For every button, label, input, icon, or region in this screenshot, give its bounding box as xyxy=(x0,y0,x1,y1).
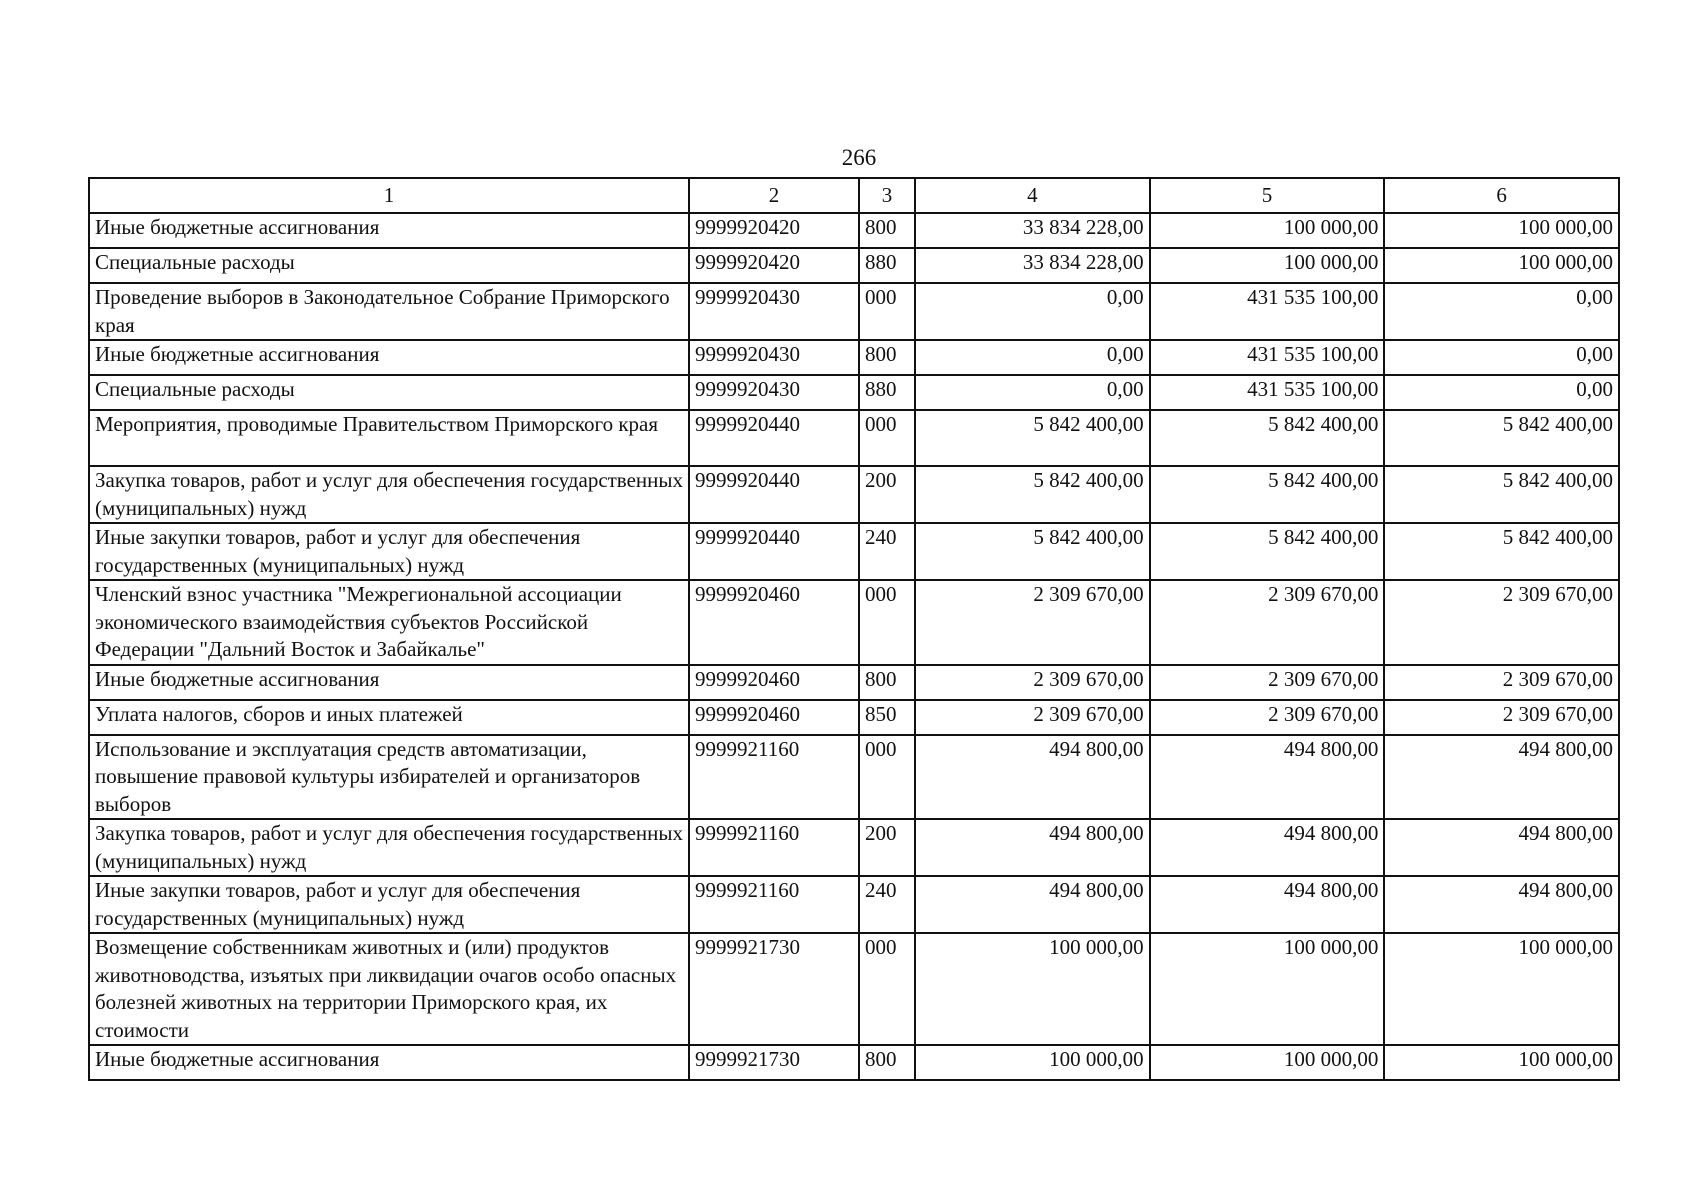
target-article-code: 9999921730 xyxy=(689,933,859,1045)
page-number: 266 xyxy=(841,145,877,170)
amount-col6: 494 800,00 xyxy=(1384,876,1619,933)
expense-name: Закупка товаров, работ и услуг для обеспечения государственных (муниципальных) нужд xyxy=(89,466,689,523)
expense-name: Возмещение собственникам животных и (или) продуктов животноводства, изъятых при ликвидации очагов особо опасных болезней животных на территории Приморского края, их стоимости xyxy=(89,933,689,1045)
expense-type-code: 200 xyxy=(859,819,915,876)
target-article-code: 9999921160 xyxy=(689,735,859,820)
amount-col6: 100 000,00 xyxy=(1384,248,1619,283)
expense-type-code: 000 xyxy=(859,735,915,820)
amount-col5: 2 309 670,00 xyxy=(1150,580,1385,665)
amount-col5: 494 800,00 xyxy=(1150,735,1385,820)
expense-name: Специальные расходы xyxy=(89,248,689,283)
expense-name: Иные бюджетные ассигнования xyxy=(89,213,689,248)
expense-type-code: 800 xyxy=(859,340,915,375)
amount-col4: 494 800,00 xyxy=(915,735,1150,820)
amount-col4: 494 800,00 xyxy=(915,819,1150,876)
table-row xyxy=(89,375,1619,410)
table-row xyxy=(89,248,1619,283)
amount-col5: 100 000,00 xyxy=(1150,1045,1385,1080)
expense-type-code: 000 xyxy=(859,283,915,340)
amount-col5: 5 842 400,00 xyxy=(1150,523,1385,580)
target-article-code: 9999920420 xyxy=(689,213,859,248)
amount-col5: 100 000,00 xyxy=(1150,213,1385,248)
amount-col6: 0,00 xyxy=(1384,340,1619,375)
amount-col4: 5 842 400,00 xyxy=(915,466,1150,523)
expense-name: Проведение выборов в Законодательное Собрание Приморского края xyxy=(89,283,689,340)
column-header: 5 xyxy=(1150,178,1385,213)
expense-type-code: 240 xyxy=(859,523,915,580)
table-row xyxy=(89,340,1619,375)
amount-col5: 100 000,00 xyxy=(1150,248,1385,283)
column-header: 1 xyxy=(89,178,689,213)
target-article-code: 9999920430 xyxy=(689,375,859,410)
amount-col6: 100 000,00 xyxy=(1384,213,1619,248)
amount-col4: 33 834 228,00 xyxy=(915,213,1150,248)
amount-col6: 0,00 xyxy=(1384,283,1619,340)
table-row xyxy=(89,466,1619,523)
amount-col4: 5 842 400,00 xyxy=(915,410,1150,466)
amount-col4: 0,00 xyxy=(915,283,1150,340)
target-article-code: 9999921730 xyxy=(689,1045,859,1080)
amount-col4: 0,00 xyxy=(915,340,1150,375)
amount-col5: 431 535 100,00 xyxy=(1150,283,1385,340)
target-article-code: 9999920460 xyxy=(689,580,859,665)
expense-type-code: 850 xyxy=(859,700,915,735)
expense-name: Иные бюджетные ассигнования xyxy=(89,1045,689,1080)
amount-col6: 5 842 400,00 xyxy=(1384,523,1619,580)
expense-name: Закупка товаров, работ и услуг для обеспечения государственных (муниципальных) нужд xyxy=(89,819,689,876)
amount-col5: 5 842 400,00 xyxy=(1150,466,1385,523)
expense-type-code: 800 xyxy=(859,665,915,700)
amount-col4: 2 309 670,00 xyxy=(915,665,1150,700)
expense-type-code: 800 xyxy=(859,1045,915,1080)
amount-col5: 494 800,00 xyxy=(1150,876,1385,933)
amount-col4: 33 834 228,00 xyxy=(915,248,1150,283)
expense-name: Иные бюджетные ассигнования xyxy=(89,340,689,375)
table-row xyxy=(89,283,1619,340)
table-row xyxy=(89,410,1619,466)
amount-col6: 2 309 670,00 xyxy=(1384,580,1619,665)
expense-name: Иные бюджетные ассигнования xyxy=(89,665,689,700)
table-row xyxy=(89,1045,1619,1080)
expense-type-code: 000 xyxy=(859,580,915,665)
expense-type-code: 880 xyxy=(859,248,915,283)
expense-name: Специальные расходы xyxy=(89,375,689,410)
amount-col4: 0,00 xyxy=(915,375,1150,410)
budget-table xyxy=(88,177,1620,1081)
amount-col6: 100 000,00 xyxy=(1384,1045,1619,1080)
table-row xyxy=(89,933,1619,1045)
amount-col6: 494 800,00 xyxy=(1384,819,1619,876)
amount-col5: 2 309 670,00 xyxy=(1150,665,1385,700)
expense-name: Использование и эксплуатация средств автоматизации, повышение правовой культуры избирателей и организаторов выборов xyxy=(89,735,689,820)
table-row xyxy=(89,523,1619,580)
expense-type-code: 800 xyxy=(859,213,915,248)
target-article-code: 9999920440 xyxy=(689,410,859,466)
column-header: 3 xyxy=(859,178,915,213)
amount-col5: 431 535 100,00 xyxy=(1150,375,1385,410)
table-row xyxy=(89,580,1619,665)
expense-name: Мероприятия, проводимые Правительством Приморского края xyxy=(89,410,689,466)
target-article-code: 9999921160 xyxy=(689,876,859,933)
amount-col5: 494 800,00 xyxy=(1150,819,1385,876)
target-article-code: 9999920440 xyxy=(689,523,859,580)
expense-name: Иные закупки товаров, работ и услуг для обеспечения государственных (муниципальных) нужд xyxy=(89,523,689,580)
table-row xyxy=(89,213,1619,248)
target-article-code: 9999921160 xyxy=(689,819,859,876)
amount-col4: 100 000,00 xyxy=(915,933,1150,1045)
expense-type-code: 000 xyxy=(859,410,915,466)
amount-col4: 100 000,00 xyxy=(915,1045,1150,1080)
expense-name: Членский взнос участника "Межрегиональной ассоциации экономического взаимодействия субъектов Российской Федерации "Дальний Восток и Забайкалье" xyxy=(89,580,689,665)
target-article-code: 9999920430 xyxy=(689,340,859,375)
amount-col5: 431 535 100,00 xyxy=(1150,340,1385,375)
amount-col4: 2 309 670,00 xyxy=(915,700,1150,735)
table-row xyxy=(89,665,1619,700)
amount-col6: 494 800,00 xyxy=(1384,735,1619,820)
table-row xyxy=(89,819,1619,876)
table-row xyxy=(89,876,1619,933)
expense-name: Уплата налогов, сборов и иных платежей xyxy=(89,700,689,735)
amount-col6: 5 842 400,00 xyxy=(1384,466,1619,523)
target-article-code: 9999920420 xyxy=(689,248,859,283)
expense-type-code: 880 xyxy=(859,375,915,410)
amount-col5: 2 309 670,00 xyxy=(1150,700,1385,735)
amount-col6: 2 309 670,00 xyxy=(1384,700,1619,735)
expense-type-code: 200 xyxy=(859,466,915,523)
amount-col4: 494 800,00 xyxy=(915,876,1150,933)
expense-type-code: 240 xyxy=(859,876,915,933)
amount-col4: 2 309 670,00 xyxy=(915,580,1150,665)
target-article-code: 9999920460 xyxy=(689,700,859,735)
target-article-code: 9999920430 xyxy=(689,283,859,340)
expense-type-code: 000 xyxy=(859,933,915,1045)
amount-col6: 0,00 xyxy=(1384,375,1619,410)
column-header: 6 xyxy=(1384,178,1619,213)
table-row xyxy=(89,700,1619,735)
amount-col5: 100 000,00 xyxy=(1150,933,1385,1045)
amount-col6: 5 842 400,00 xyxy=(1384,410,1619,466)
expense-name: Иные закупки товаров, работ и услуг для обеспечения государственных (муниципальных) нужд xyxy=(89,876,689,933)
target-article-code: 9999920460 xyxy=(689,665,859,700)
amount-col4: 5 842 400,00 xyxy=(915,523,1150,580)
column-header: 4 xyxy=(915,178,1150,213)
amount-col6: 2 309 670,00 xyxy=(1384,665,1619,700)
amount-col6: 100 000,00 xyxy=(1384,933,1619,1045)
amount-col5: 5 842 400,00 xyxy=(1150,410,1385,466)
table-header-row xyxy=(89,178,1619,213)
target-article-code: 9999920440 xyxy=(689,466,859,523)
column-header: 2 xyxy=(689,178,859,213)
table-row xyxy=(89,735,1619,820)
